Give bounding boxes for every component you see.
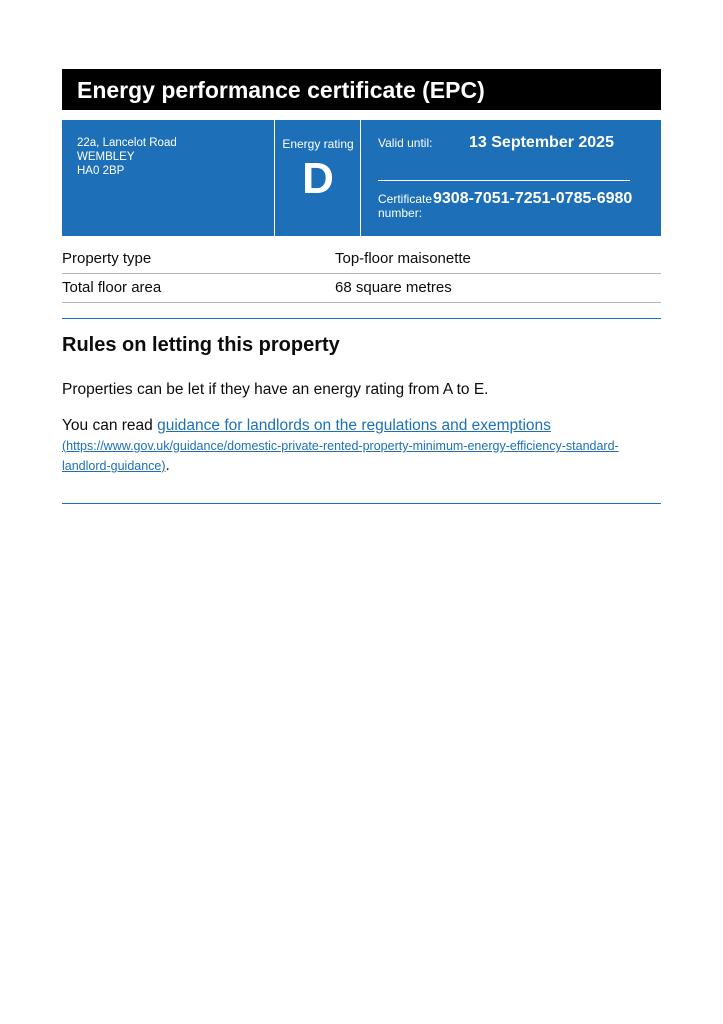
property-summary-table <box>62 245 661 303</box>
table-row <box>62 274 661 303</box>
page-title: Energy performance certificate (EPC) <box>62 69 661 110</box>
energy-rating <box>276 120 361 236</box>
guidance-url-line-2[interactable]: landlord-guidance) <box>62 459 166 473</box>
guidance-prefix: You can read <box>62 417 158 434</box>
certificate-number-label: Certificate number: <box>378 192 433 220</box>
section-divider-bottom <box>62 503 661 504</box>
property-type-value: Top-floor maisonette <box>335 250 471 267</box>
energy-rating-letter: D <box>302 154 334 203</box>
floor-area-label: Total floor area <box>62 279 162 296</box>
property-type-label: Property type <box>62 250 152 267</box>
guidance-paragraph <box>62 416 661 476</box>
certificate-divider <box>378 180 630 181</box>
guidance-url-line-1[interactable]: (https://www.gov.uk/guidance/domestic-private-rented-property-minimum-energy-efficiency-standard- <box>62 439 619 453</box>
valid-until-label: Valid until: <box>378 136 433 150</box>
energy-rating-label: Energy rating <box>282 137 354 151</box>
certificate-details <box>362 120 661 236</box>
certificate-number: 9308-7051-7251-0785-6980 <box>433 190 633 207</box>
guidance-link[interactable]: guidance for landlords on the regulations and exemptions <box>157 417 551 434</box>
certificate-summary <box>62 120 661 236</box>
floor-area-value: 68 square metres <box>335 279 452 296</box>
table-row <box>62 245 661 274</box>
rules-paragraph: Properties can be let if they have an energy rating from A to E. <box>62 381 489 398</box>
rules-heading: Rules on letting this property <box>62 334 340 356</box>
address-line-1: 22a, Lancelot Road <box>77 137 177 149</box>
address-line-3: HA0 2BP <box>77 165 125 177</box>
section-divider-top <box>62 318 661 319</box>
guidance-suffix: . <box>165 457 170 474</box>
property-address <box>62 120 275 236</box>
valid-until-date: 13 September 2025 <box>469 134 614 151</box>
address-line-2: WEMBLEY <box>77 151 135 163</box>
